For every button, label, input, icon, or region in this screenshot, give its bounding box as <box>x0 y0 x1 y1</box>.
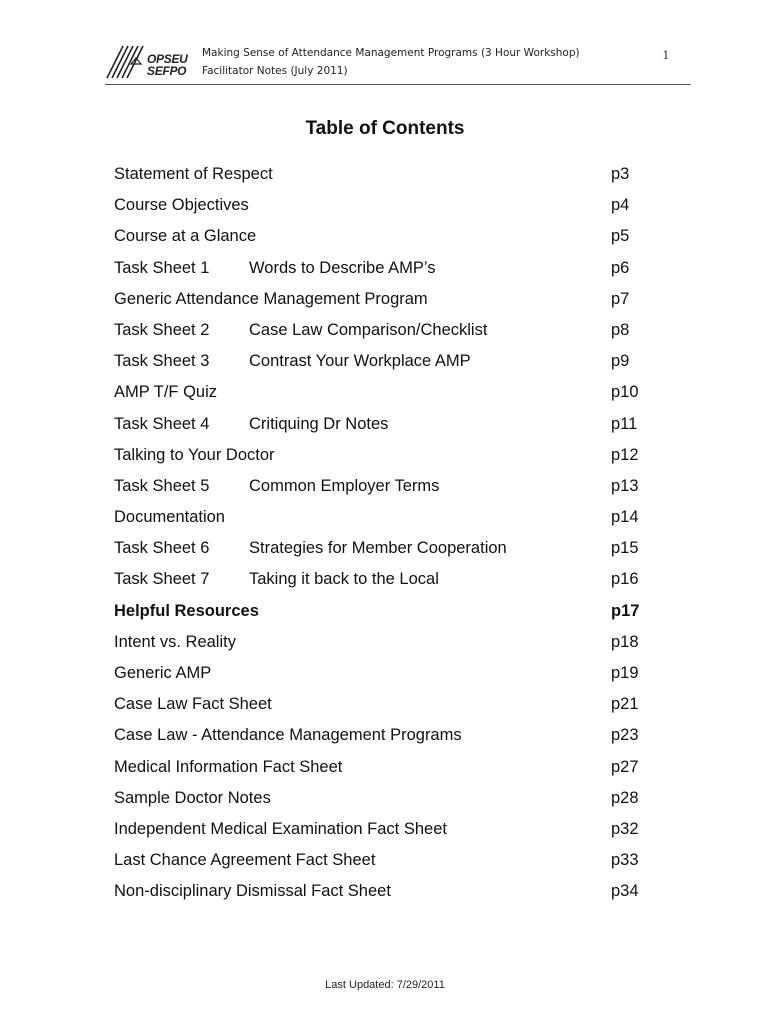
toc-entry <box>114 159 654 190</box>
toc-entry-page: p12 <box>611 445 639 464</box>
toc-entry-page: p6 <box>611 258 630 277</box>
toc-entry-page: p3 <box>611 165 630 183</box>
toc-entry-page: p33 <box>611 851 639 870</box>
page-header <box>105 42 691 85</box>
logo-text-opseu: OPSEU <box>147 52 188 66</box>
toc-entry-page: p15 <box>611 539 639 558</box>
toc-entry <box>114 658 654 689</box>
toc-entry-title: Task Sheet 2 <box>114 320 210 339</box>
toc-entry-title: Sample Doctor Notes <box>114 788 271 807</box>
toc-entry-page: p32 <box>611 819 639 838</box>
toc-entry-title: Task Sheet 4 <box>114 414 210 433</box>
toc-entry-page: p8 <box>611 320 630 339</box>
toc-entry <box>114 284 654 315</box>
toc-entry-title: Task Sheet 6 <box>114 539 210 558</box>
toc-entry-page: p34 <box>611 882 639 901</box>
toc-entry <box>114 377 654 408</box>
toc-entry-title: Independent Medical Examination Fact Sheet <box>114 819 447 838</box>
toc-entry-title: Task Sheet 3 <box>114 352 210 371</box>
toc-entry <box>114 689 654 720</box>
toc-entry-title: Generic Attendance Management Program <box>114 289 428 308</box>
toc-entry <box>114 471 654 502</box>
toc-entry-title: Course at a Glance <box>114 227 257 246</box>
toc-entry-page: p18 <box>611 632 639 651</box>
toc-entry-title: Last Chance Agreement Fact Sheet <box>114 851 376 870</box>
toc-entry-subtitle: Words to Describe AMP’s <box>249 258 436 277</box>
toc-entry-title: Case Law Fact Sheet <box>114 695 272 714</box>
toc-entry-subtitle: Strategies for Member Cooperation <box>249 539 507 558</box>
toc-entry-subtitle: Case Law Comparison/Checklist <box>249 320 488 339</box>
page-number: 1 <box>662 47 669 62</box>
toc-entry-title: Generic AMP <box>114 664 212 682</box>
toc-entry <box>114 533 654 564</box>
toc-entry <box>114 814 654 845</box>
header-subtitle: Facilitator Notes (July 2011) <box>202 65 348 77</box>
toc-entry <box>114 845 654 876</box>
toc-entry-page: p21 <box>611 695 639 714</box>
toc-entry-page: p10 <box>611 383 639 402</box>
toc-entry <box>114 409 654 440</box>
toc-entry-title: AMP T/F Quiz <box>114 383 217 402</box>
toc-entry-title: Medical Information Fact Sheet <box>114 757 343 776</box>
toc-entry-title: Task Sheet 5 <box>114 476 210 495</box>
toc-entry-page: p14 <box>611 508 639 527</box>
toc-entry <box>114 190 654 221</box>
toc-entry <box>114 253 654 284</box>
toc-entry-subtitle: Taking it back to the Local <box>249 570 439 589</box>
toc-entry-title: Talking to Your Doctor <box>114 445 275 464</box>
toc-entry-title: Course Objectives <box>114 196 249 215</box>
toc-entry-title: Task Sheet 7 <box>114 570 210 589</box>
toc-entry-page: p17 <box>611 601 640 620</box>
toc-entry-title: Documentation <box>114 508 225 527</box>
logo-stripes-icon <box>105 44 149 80</box>
toc-entry-page: p27 <box>611 757 639 776</box>
toc-entry <box>114 346 654 377</box>
toc-entry-title: Case Law - Attendance Management Programs <box>114 726 462 745</box>
toc-entry-title: Statement of Respect <box>114 165 273 183</box>
toc-entry-page: p13 <box>611 476 639 495</box>
toc-entry-title: Helpful Resources <box>114 601 259 620</box>
toc-entry <box>114 315 654 346</box>
page-title: Table of Contents <box>305 118 465 139</box>
toc-entry <box>114 720 654 751</box>
toc-entry-page: p4 <box>611 196 630 215</box>
toc-entry <box>114 440 654 471</box>
toc-entry-page: p7 <box>611 289 630 308</box>
toc-entry <box>114 564 654 595</box>
opseu-sefpo-logo <box>105 44 200 80</box>
footer-last-updated: Last Updated: 7/29/2011 <box>325 979 445 991</box>
toc-entry <box>114 627 654 658</box>
toc-entry <box>114 783 654 814</box>
toc-entry <box>114 876 654 907</box>
toc-entry-page: p9 <box>611 352 630 371</box>
toc-entry <box>114 221 654 252</box>
toc-entry-title: Intent vs. Reality <box>114 632 236 651</box>
toc-entry-title: Non-disciplinary Dismissal Fact Sheet <box>114 882 391 901</box>
toc-entry-subtitle: Contrast Your Workplace AMP <box>249 352 471 371</box>
table-of-contents <box>114 159 654 908</box>
toc-entry-page: p28 <box>611 788 639 807</box>
toc-entry-page: p16 <box>611 570 639 589</box>
toc-entry-page: p23 <box>611 726 639 745</box>
toc-entry <box>114 502 654 533</box>
toc-entry-subtitle: Common Employer Terms <box>249 476 440 495</box>
toc-entry-page: p5 <box>611 227 630 246</box>
header-title: Making Sense of Attendance Management Programs (3 Hour Workshop) <box>202 47 580 59</box>
toc-entry-page: p19 <box>611 664 639 682</box>
logo-text-sefpo: SEFPO <box>147 64 187 78</box>
toc-entry-page: p11 <box>611 414 638 433</box>
toc-entry <box>114 596 654 627</box>
toc-entry-subtitle: Critiquing Dr Notes <box>249 414 389 433</box>
toc-entry <box>114 752 654 783</box>
toc-entry-title: Task Sheet 1 <box>114 258 210 277</box>
